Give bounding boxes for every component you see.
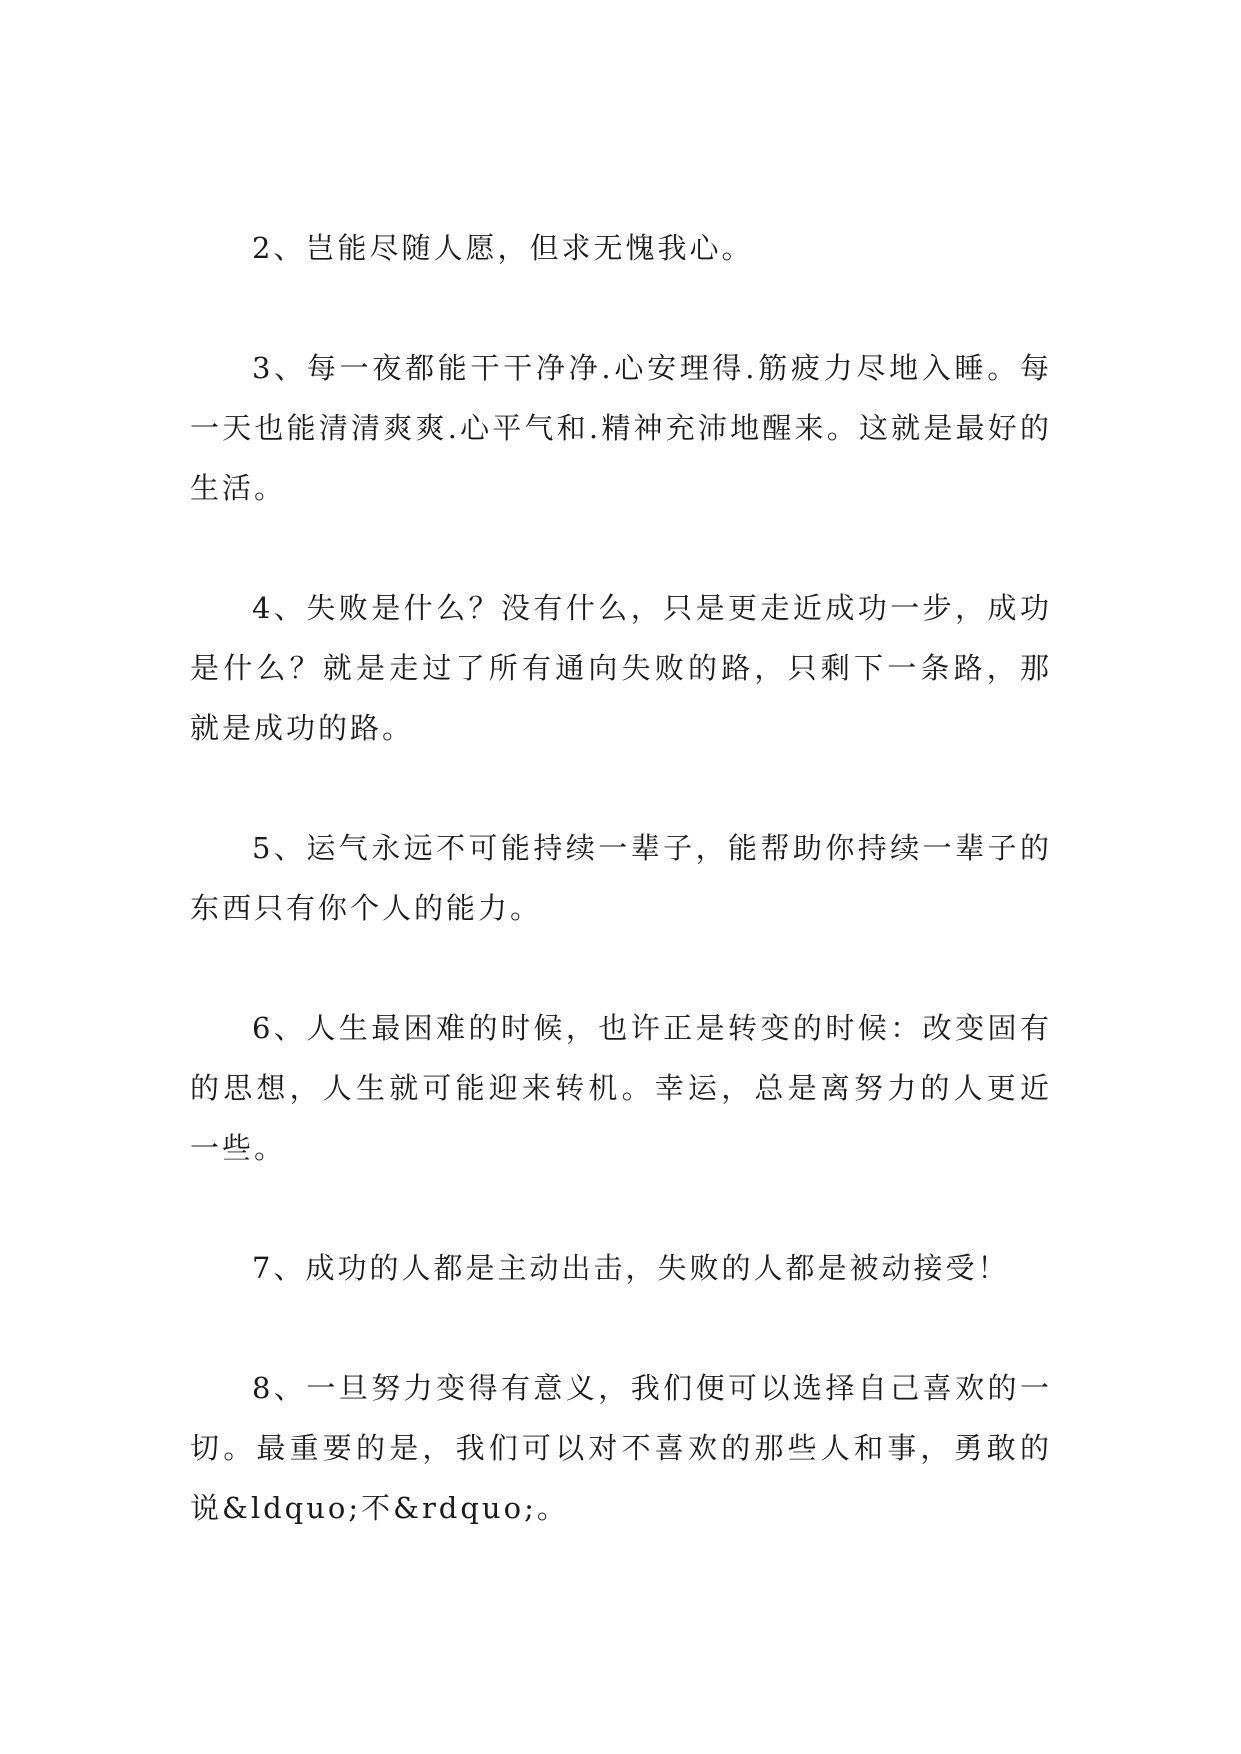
paragraph-5: 5、运气永远不可能持续一辈子，能帮助你持续一辈子的东西只有你个人的能力。 (190, 831, 1052, 925)
paragraph-2: 2、岂能尽随人愿，但求无愧我心。 (252, 231, 754, 265)
paragraph-8: 8、一旦努力变得有意义，我们便可以选择自己喜欢的一切。最重要的是，我们可以对不喜欢的那些人和事，勇敢的说&ldquo;不&rdquo;。 (190, 1371, 1052, 1525)
paragraph-6: 6、人生最困难的时候，也许正是转变的时候：改变固有的思想，人生就可能迎来转机。幸运，总是离努力的人更近一些。 (190, 1011, 1052, 1165)
paragraph-7: 7、成功的人都是主动出击，失败的人都是被动接受！ (252, 1251, 1010, 1285)
document-body (190, 218, 1052, 1538)
paragraph-4: 4、失败是什么？没有什么，只是更走近成功一步，成功是什么？就是走过了所有通向失败的路，只剩下一条路，那就是成功的路。 (190, 591, 1052, 745)
paragraph-3: 3、每一夜都能干干净净.心安理得.筋疲力尽地入睡。每一天也能清清爽爽.心平气和.精神充沛地醒来。这就是最好的生活。 (190, 351, 1052, 505)
